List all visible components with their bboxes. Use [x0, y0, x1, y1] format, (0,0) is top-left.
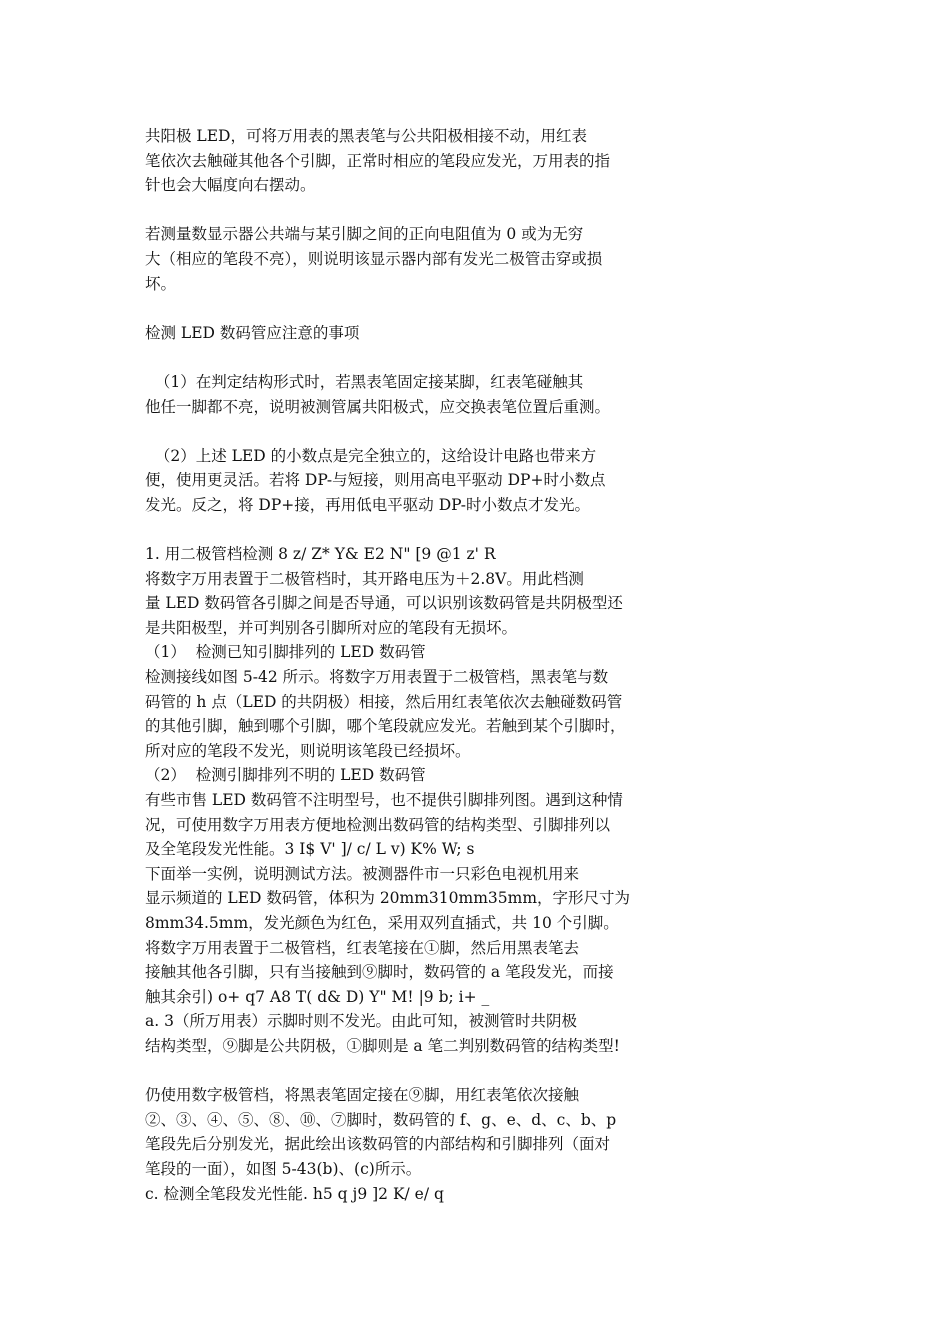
text-line: 接触其他各引脚，只有当接触到⑨脚时，数码管的 a 笔段发光，而接	[145, 963, 614, 982]
text-line: 是共阳极型，并可判别各引脚所对应的笔段有无损坏。	[145, 618, 518, 637]
text-line: a. 3（所万用表）示脚时则不发光。由此可知，被测管时共阴极	[145, 1012, 577, 1031]
text-line: 1. 用二极管档检测 8 z/ Z* Y& E2 N" [9 @1 z' R	[145, 545, 496, 564]
text-line: 检测接线如图 5-42 所示。将数字万用表置于二极管档，黑表笔与数	[145, 668, 609, 687]
paragraph	[145, 124, 665, 198]
text-line: （1） 检测已知引脚排列的 LED 数码管	[145, 643, 426, 662]
paragraph	[145, 321, 665, 346]
text-line: 下面举一实例，说明测试方法。被测器件市一只彩色电视机用来	[145, 864, 580, 883]
text-line: 检测 LED 数码管应注意的事项	[145, 323, 360, 342]
document-body	[145, 124, 665, 1206]
text-line: （1）在判定结构形式时，若黑表笔固定接某脚，红表笔碰触其	[145, 372, 584, 391]
text-line: 所对应的笔段不发光，则说明该笔段已经损坏。	[145, 741, 471, 760]
text-line: 况，可使用数字万用表方便地检测出数码管的结构类型、引脚排列以	[145, 815, 611, 834]
text-line: 8mm34.5mm，发光颜色为红色，采用双列直插式，共 10 个引脚。	[145, 914, 619, 932]
text-line: 针也会大幅度向右摆动。	[145, 176, 316, 195]
text-line: （2）上述 LED 的小数点是完全独立的，这给设计电路也带来方	[145, 446, 597, 465]
text-line: 笔段的一面），如图 5-43(b)、(c)所示。	[145, 1159, 422, 1178]
text-line: 结构类型，⑨脚是公共阴极，①脚则是 a 笔二判别数码管的结构类型!	[145, 1036, 620, 1055]
paragraph-spacer	[145, 419, 665, 444]
text-line: 将数字万用表置于二极管档时，其开路电压为＋2.8V。用此档测	[145, 569, 584, 588]
text-line: 他任一脚都不亮，说明被测管属共阳极式，应交换表笔位置后重测。	[145, 397, 611, 416]
text-line: 仍使用数字极管档，将黑表笔固定接在⑨脚，用红表笔依次接触	[145, 1086, 580, 1105]
text-line: 量 LED 数码管各引脚之间是否导通，可以识别该数码管是共阴极型还	[145, 594, 623, 613]
text-line: 大（相应的笔段不亮），则说明该显示器内部有发光二极管击穿或损	[145, 249, 603, 268]
text-line: 的其他引脚，触到哪个引脚，哪个笔段就应发光。若触到某个引脚时，	[145, 717, 626, 736]
paragraph	[145, 1083, 665, 1206]
text-line: 将数字万用表置于二极管档，红表笔接在①脚，然后用黑表笔去	[145, 938, 580, 957]
paragraph-spacer	[145, 345, 665, 370]
text-line: 触其余引) o+ q7 A8 T( d& D) Y" M! |9 b; i+ _	[145, 987, 490, 1006]
paragraph-spacer	[145, 1059, 665, 1084]
paragraph	[145, 542, 665, 1058]
paragraph	[145, 222, 665, 296]
text-line: 码管的 h 点（LED 的共阴极）相接，然后用红表笔依次去触碰数码管	[145, 692, 623, 711]
text-line: 笔段先后分别发光，据此绘出该数码管的内部结构和引脚排列（面对	[145, 1135, 611, 1154]
paragraph-spacer	[145, 296, 665, 321]
text-line: 显示频道的 LED 数码管，体积为 20mm310mm35mm，字形尺寸为	[145, 889, 631, 908]
text-line: 有些市售 LED 数码管不注明型号，也不提供引脚排列图。遇到这种情	[145, 791, 623, 810]
text-line: 共阳极 LED，可将万用表的黑表笔与公共阳极相接不动，用红表	[145, 127, 587, 145]
text-line: 发光。反之，将 DP+接，再用低电平驱动 DP-时小数点才发光。	[145, 495, 590, 514]
text-line: 若测量数显示器公共端与某引脚之间的正向电阻值为 0 或为无穷	[145, 225, 584, 244]
text-line: 笔依次去触碰其他各个引脚，正常时相应的笔段应发光，万用表的指	[145, 151, 611, 170]
text-line: 便，使用更灵活。若将 DP-与短接，则用高电平驱动 DP+时小数点	[145, 471, 606, 490]
text-line: （2） 检测引脚排列不明的 LED 数码管	[145, 766, 426, 785]
paragraph-spacer	[145, 518, 665, 543]
paragraph	[145, 444, 665, 518]
text-line: ②、③、④、⑤、⑧、⑩、⑦脚时，数码管的 f、g、e、d、c、b、p	[145, 1110, 617, 1129]
paragraph-spacer	[145, 198, 665, 223]
text-line: 坏。	[145, 274, 177, 293]
text-line: 及全笔段发光性能。3 I$ V' ]/ c/ L v) K% W; s	[145, 840, 475, 859]
paragraph	[145, 370, 665, 419]
text-line: c. 检测全笔段发光性能. h5 q j9 ]2 K/ e/ q	[145, 1184, 444, 1203]
